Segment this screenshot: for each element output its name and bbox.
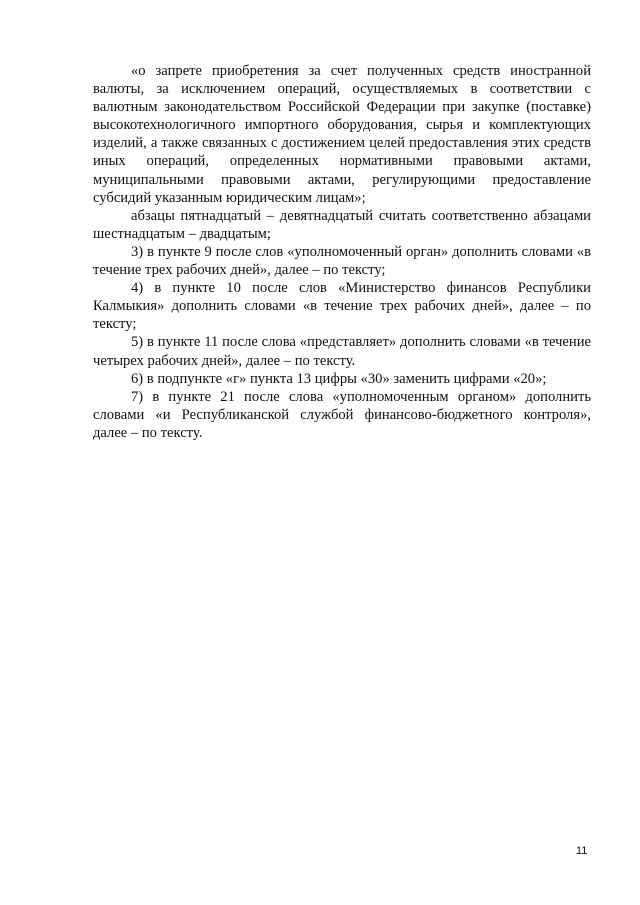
paragraph-item-7: 7) в пункте 21 после слова «уполномоченным органом» дополнить словами «и Республиканской службой финансово-бюджетного контроля», далее – по тексту. <box>93 388 591 441</box>
paragraph-item-5: 5) в пункте 11 после слова «представляет» дополнить словами «в течение четырех рабочих дней», далее – по тексту. <box>93 334 591 369</box>
paragraph-renumber-abzacy: абзацы пятнадцатый – девятнадцатый считать соответственно абзацами шестнадцатым – двадцатым; <box>93 207 591 242</box>
document-body <box>93 62 591 442</box>
paragraph-item-3: 3) в пункте 9 после слов «уполномоченный орган» дополнить словами «в течение трех рабочих дней», далее – по тексту; <box>93 243 591 279</box>
paragraph-quote-foreign-currency: «о запрете приобретения за счет полученных средств иностранной валюты, за исключением операций, осуществляемых в соответствии с валютным законодательством Российской Федерации при закупке (поставке) высокотехнологичного импортного оборудования, сырья и комплектующих изделий, а также связанных с достижением целей предоставления этих средств иных операций, определенных нормативными правовыми актами, муниципальными правовыми актами, регулирующими предоставление субсидий указанным юридическим лицам»; <box>93 63 591 206</box>
paragraph-item-6: 6) в подпункте «г» пункта 13 цифры «30» заменить цифрами «20»; <box>131 370 547 387</box>
page-number: 11 <box>576 845 588 857</box>
paragraph-item-4: 4) в пункте 10 после слов «Министерство финансов Республики Калмыкия» дополнить словами «в течение трех рабочих дней», далее – по тексту; <box>93 280 591 333</box>
